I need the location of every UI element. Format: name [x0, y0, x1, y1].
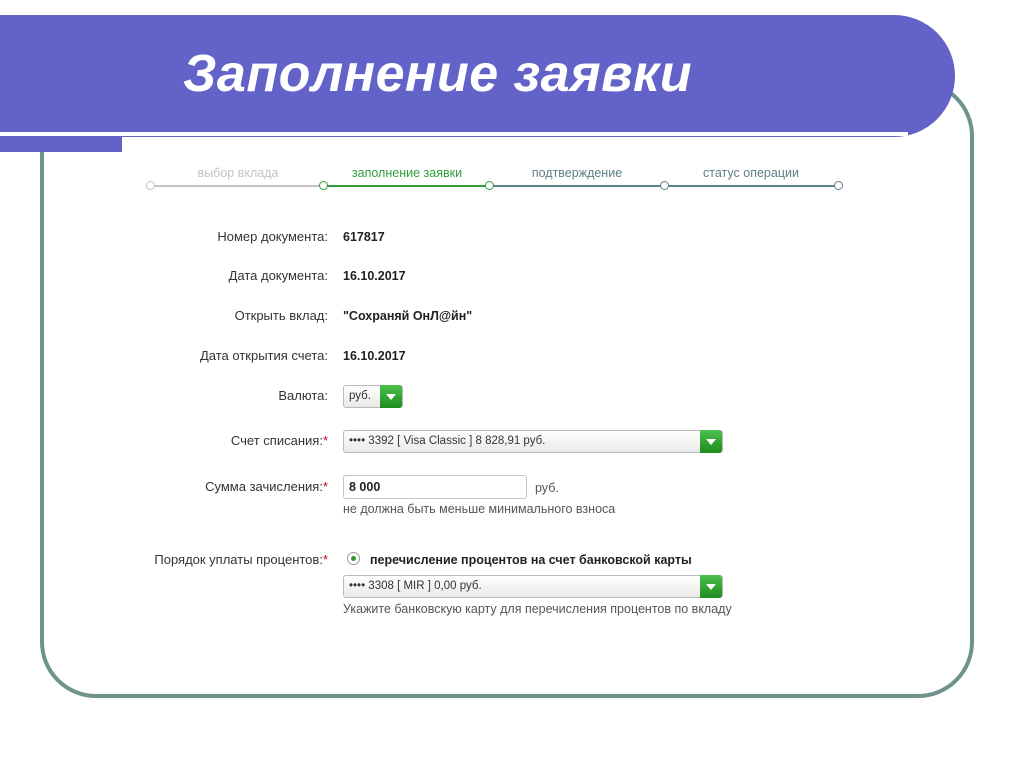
- chevron-down-icon[interactable]: [700, 430, 722, 453]
- title-banner-rule: [0, 132, 908, 136]
- interest-card-select[interactable]: [343, 575, 723, 598]
- debit-account-select[interactable]: [343, 430, 723, 453]
- debit-account-select-value: •••• 3392 [ Visa Classic ] 8 828,91 руб.: [349, 435, 546, 447]
- amount-label-text: Сумма зачисления:: [205, 479, 323, 494]
- account-open-date-value: 16.10.2017: [343, 349, 406, 363]
- required-mark: *: [322, 433, 328, 448]
- interest-label: [154, 552, 328, 567]
- amount-label: [205, 479, 328, 494]
- step-operation-status[interactable]: статус операции: [703, 166, 799, 180]
- doc-number-value: 617817: [343, 230, 385, 244]
- currency-label: Валюта:: [278, 388, 328, 403]
- chevron-down-icon[interactable]: [700, 575, 722, 598]
- interest-option-label[interactable]: перечисление процентов на счет банковской карты: [370, 553, 692, 567]
- amount-input[interactable]: [343, 475, 527, 499]
- deposit-label: Открыть вклад:: [234, 308, 328, 323]
- doc-date-label: Дата документа:: [228, 268, 328, 283]
- required-mark: *: [322, 479, 328, 494]
- amount-unit: руб.: [535, 481, 559, 495]
- interest-card-select-value: •••• 3308 [ MIR ] 0,00 руб.: [349, 580, 482, 592]
- slide-title: Заполнение заявки: [183, 45, 693, 103]
- deposit-value: "Сохраняй ОнЛ@йн": [343, 309, 473, 323]
- amount-hint: не должна быть меньше минимального взноса: [343, 502, 616, 516]
- currency-select-value: руб.: [349, 390, 371, 402]
- chevron-down-icon[interactable]: [380, 385, 402, 408]
- title-banner-tail: [0, 137, 122, 152]
- step-select-deposit[interactable]: выбор вклада: [197, 166, 279, 180]
- account-open-date-label: Дата открытия счета:: [199, 348, 328, 363]
- doc-date-value: 16.10.2017: [343, 269, 406, 283]
- step-fill-application[interactable]: заполнение заявки: [351, 166, 463, 180]
- required-mark: *: [322, 552, 328, 567]
- doc-number-label: Номер документа:: [217, 229, 328, 244]
- step-confirmation[interactable]: подтверждение: [531, 166, 623, 180]
- interest-label-text: Порядок уплаты процентов:: [154, 552, 323, 567]
- debit-account-label-text: Счет списания:: [230, 433, 323, 448]
- debit-account-label: [231, 433, 328, 448]
- interest-radio[interactable]: [347, 552, 360, 565]
- interest-hint: Укажите банковскую карту для перечисления процентов по вкладу: [343, 602, 732, 616]
- currency-select[interactable]: [343, 385, 403, 408]
